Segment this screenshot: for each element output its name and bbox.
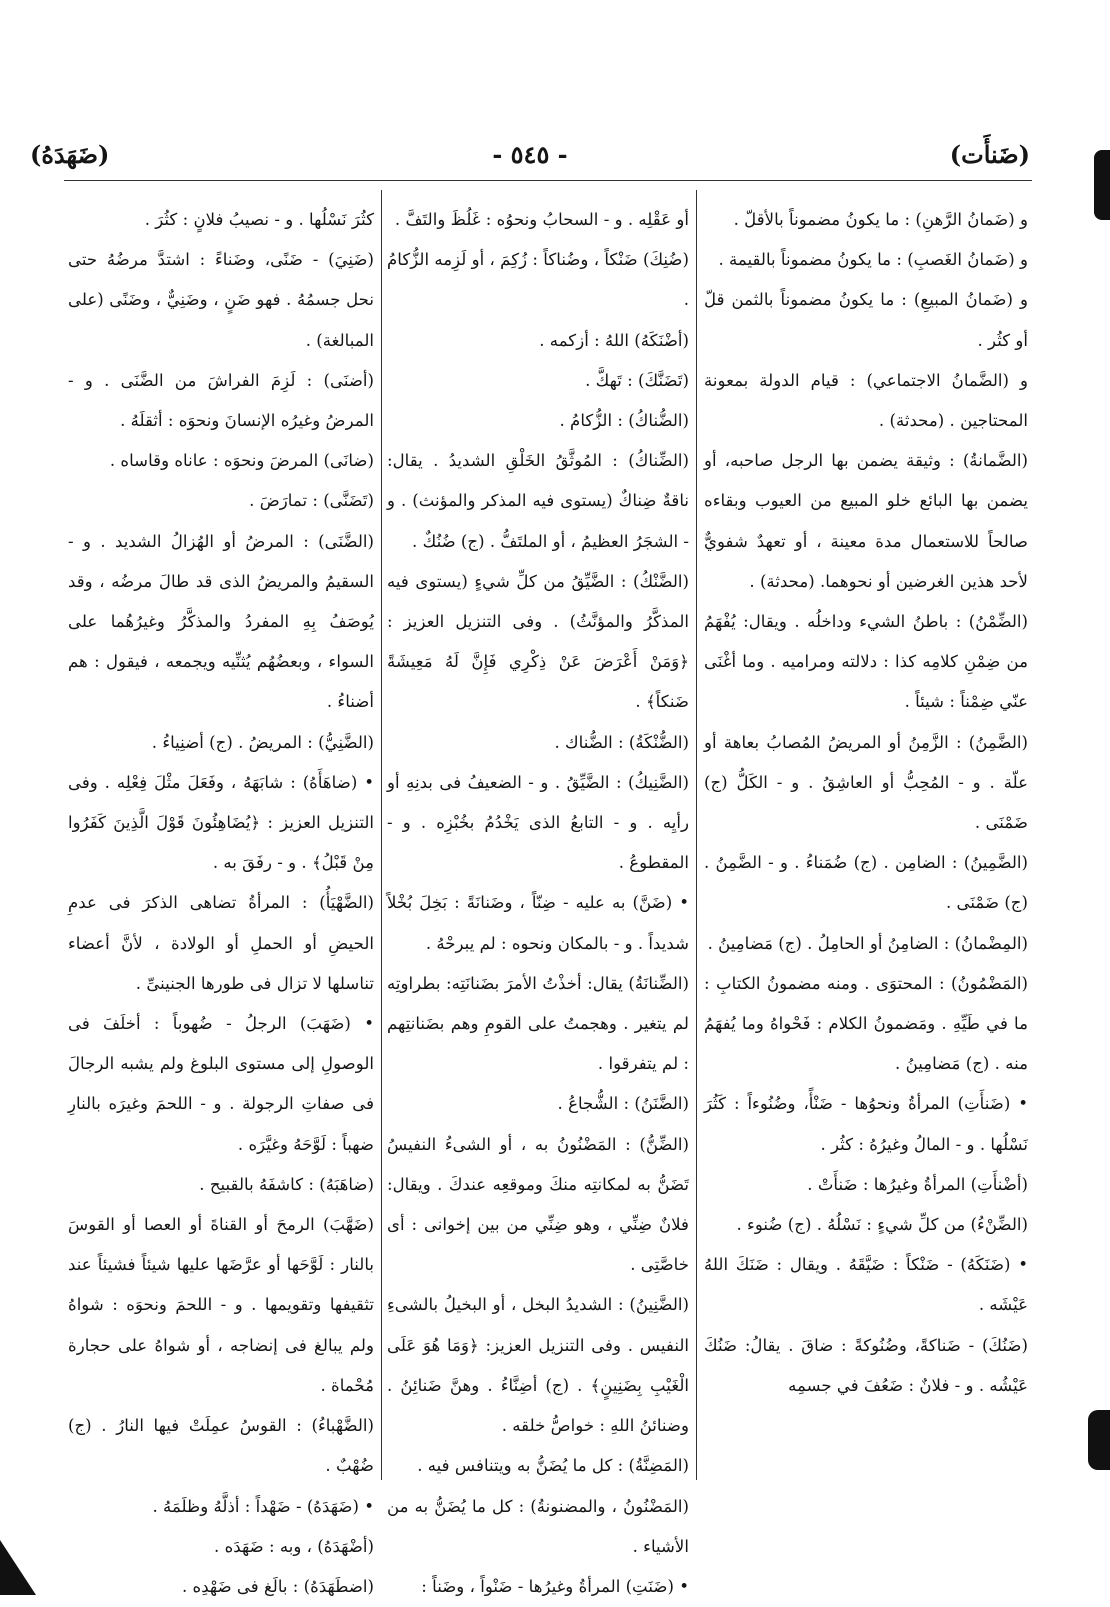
dictionary-entry: • (ضَهَدَهُ) - ضَهْداً : أذلَّهُ وظلَمَهُ . [152,1496,374,1516]
scan-edge-mark-bottom [1088,1410,1110,1470]
running-head-right: (ضَنأَت) [949,140,1030,169]
dictionary-entry: (الضُّناكُ) : الزُّكامُ . [559,411,689,431]
scan-edge-mark-top [1094,150,1110,220]
dictionary-entry: (الضَّنِينُ) : الشديدُ البخل ، أو البخيلُ بالشىءِ النفيس . وفى التنزيل العزيز: ﴿وَمَا هُوَ عَلَى الْغَيْبِ بِضَنِينٍ﴾ . (ج) أضِنَّاءُ . وهنَّ ضَنائِنُ . وضنائنُ اللهِ : خواصُّ خلقه . [387,1295,689,1436]
dictionary-entry: و (الضَّمانُ الاجتماعي) : قيام الدولة بمعونة المحتاجين . (محدثة) . [704,370,1028,431]
dictionary-entry: (الضَّمانةُ) : وثيقة يضمن بها الرجل صاحبه، أو يضمن بها البائع خلو المبيع من العيوب وبقاءه صالحاً للاستعمال مدة معينة ، أو تعهدٌ شفويٌّ لأحد هذين الغرضين أو نحوهما. (محدثة) . [704,451,1028,591]
dictionary-entry: (الضَّهْباءُ) : القوسُ عمِلَتْ فيها النارُ . (ج) ضُهْبٌ . [68,1416,374,1476]
dictionary-entry: • (ضَنأَتِ) المرأةُ ونحوُها - ضَنْأً، وضُنُوءاً : كَثُرَ نَسْلُها . و - المالُ وغيرُهُ : كثُر . [704,1094,1028,1154]
dictionary-entry: (الضَّنِيكُ) : الضَّيِّقُ . و - الضعيفُ فى بدنِهِ أو رأيِه . و - التابعُ الذى يَخْدُمُ بخُبْزِه . و - المقطوعُ . [387,772,689,873]
dictionary-entry: (اضطَهَدَهُ) : بالَغ فى ضَهْدِه . [181,1576,374,1596]
column-divider-right [696,190,697,1480]
dictionary-entry: (المَضْمُونُ) : المحتوَى . ومنه مضمونُ الكتابِ : ما في طَيِّهِ . ومَضمونُ الكلام : فَحْواهُ وما يُفهَمُ منه . (ج) مَضامِينُ . [704,973,1028,1074]
column-right [704,200,1028,1470]
dictionary-entry: • (ضَهَبَ) الرجلُ - ضُهوباً : أخلَفَ فى الوصولِ إلى مستوى البلوغ ولم يشبه الرجالَ فى صفاتِ الرجولة . و - اللحمَ وغيرَه بالنارِ ضهباً : لَوَّحَهُ وغيَّرَه . [68,1014,374,1154]
dictionary-entry: (المَضْنُونُ ، والمضنونةُ) : كل ما يُضَنُّ به من الأشياء . [387,1496,689,1556]
dictionary-entry: (الضَّمِينُ) : الضامِن . (ج) ضُمَناءُ . و - الضَّمِنُ . (ج) ضَمْنَى . [704,853,1028,913]
dictionary-entry: و (ضَمانُ الرَّهنِ) : ما يكونُ مضموناً بالأقلّ . [733,210,1028,229]
dictionary-entry: (الضَّهْيَأُ) : المرأةُ تضاهى الذكرَ فى عدمِ الحيضِ أو الحملِ أو الولادة ، لأنَّ أعضاء تناسلها لا تزال فى طورها الجنينىِّ . [68,893,374,993]
dictionary-entry: و (ضَمانُ المبيعِ) : ما يكونُ مضموناً بالثمن قلّ أو كثُر . [704,290,1028,350]
dictionary-entry: (الضِّناكُ) : المُوثَّقُ الخَلْقِ الشديدُ . يقال: ناقةٌ ضِناكٌ (يستوى فيه المذكر والمؤنث) . و - الشجَرُ العظيمُ ، أو الملتَفُّ . (ج) ضُنُكٌ . [387,451,689,551]
dictionary-entry: (أضْنأَتِ) المرأةُ وغيرُها : ضَنأَتْ . [807,1174,1028,1194]
dictionary-entry: (ضاهَبَهُ) : كاشفَهُ بالقبيح . [199,1174,374,1194]
dictionary-entry: و (ضَمانُ الغَصبِ) : ما يكونُ مضموناً بالقيمة . [718,250,1028,270]
dictionary-entry: (الضَّنَنُ) : الشُّجاعُ . [557,1094,689,1114]
dictionary-entry: (تَضَنَّى) : تمارَضَ . [249,491,374,511]
column-left [68,200,374,1596]
dictionary-entry: (الضَّمِنُ) : الزَّمِنُ أو المريضُ المُصابُ بعاهة أو علّة . و - المُحِبُّ أو العاشِقُ . و - الكَلُّ (ج) ضَمْنَى . [704,732,1028,833]
dictionary-entry: (أضنَى) : لَزِمَ الفراشَ من الضَّنَى . و - المرضُ وغيرُه الإنسانَ ونحوَه : أثقلَهُ . [68,370,374,431]
dictionary-entry: (الضِّنانَةُ) يقال: أخذْتُ الأمرَ بضَنانَتِه: بطراوتِه لم يتغير . وهجمتُ على القومِ وهم بضَنانتِهم : لم يتفرقوا . [387,973,689,1074]
dictionary-entry: (تَضَنَّكَ) : تَهكَّ . [585,370,689,390]
dictionary-entry: • (ضَنَتِ) المرأةُ وغيرُها - ضَنْواً ، وضَناً : [421,1576,689,1596]
dictionary-entry: (المَضِنَّةُ) : كل ما يُضَنُّ به ويتنافس فيه . [417,1456,689,1476]
dictionary-entry: (الضَّنْكُ) : الضَّيِّقُ من كلِّ شيءٍ (يستوى فيه المذكَّرُ والمؤنَّثُ) . وفى التنزيل العزيز : ﴿وَمَنْ أَعْرَضَ عَنْ ذِكْرِي فَإِنَّ لَهُ مَعِيشَةً ضَنكاً﴾ . [387,571,689,712]
column-divider-left [381,190,382,1480]
dictionary-entry: (الضِّنْءُ) من كلِّ شيءٍ : نَسْلُهُ . (ج) ضُنوء . [736,1215,1028,1235]
dictionary-entry: (ضَنِيَ) - ضَنًى، وضَناءً : اشتدَّ مرضُهُ حتى نحل جسمُهُ . فهو ضَنٍ ، وضَنِيٌّ ، وضَنًى (على المبالغة) . [68,250,374,350]
column-middle [387,200,689,1596]
dictionary-entry: (الضَّنِيُّ) : المريضُ . (ج) أضنِياءُ . [151,732,374,752]
dictionary-entry: (ضُنِكَ) ضَنْكاً ، وضُناكاً : زُكِمَ ، أو لَزِمه الزُّكامُ . [387,250,689,310]
dictionary-entry: (الضِّمْنُ) : باطنُ الشيء وداخلُه . ويقال: يُفْهَمُ من ضِمْنِ كلامِه كذا : دلالته ومراميه . وما أغْنَى عنّي ضِمْناً : شيئاً . [704,612,1028,712]
page-number: - ٥٤٥ - [492,140,568,169]
dictionary-entry: كثُرَ نَسْلُها . و - نصيبُ فلانٍ : كثُرَ . [144,210,374,229]
dictionary-entry: (الضَّنَى) : المرضُ أو الهُزالُ الشديد . و - السقيمُ والمريضُ الذى قد طالَ مرضُه ، وقد يُوصَفُ بِهِ المفردُ والمذكَّرُ وغيرُهُما على السواء ، وبعضُهُم يُثنِّيه ويجمعه ، فيقول : هم أضناءُ . [68,531,374,712]
dictionary-entry: • (ضاهَأَهُ) : شابَهَهُ ، وفَعَلَ مثْلَ فِعْلِه . وفى التنزيل العزيز : ﴿يُضَاهِئُونَ قَوْلَ الَّذِينَ كَفَرُوا مِنْ قَبْلُ﴾ . و - رفَقَ به . [68,772,374,873]
dictionary-entry: (ضَهَّبَ) الرمحَ أو القناةَ أو العصا أو القوسَ بالنار : لَوَّحَها أو عرَّضَها عليها شيئاً فشيئاً عند تثقيفها وتقويمها . و - اللحمَ ونحوَه : شواهُ ولم يبالغ فى إنضاجه ، أو شواهُ على حجارة مُحْماة . [68,1215,374,1395]
dictionary-entry: (الضِّنُّ) : المَضْنُونُ به ، أو الشىءُ النفيسُ تَضَنُّ به لمكانتِه منكَ وموقعِه عندكَ . ويقال: فلانٌ ضِنِّي ، وهو ضِنِّي من بين إخوانى : أى خاصَّتِى . [387,1134,689,1275]
dictionary-entry: (أضْهَدَهُ) ، وبه : ضَهَدَه . [214,1536,374,1556]
dictionary-entry: • (ضَنَكَهُ) - ضَنْكاً : ضَيَّقَهُ . ويقال : ضَنَكَ اللهُ عَيْشَه . [704,1255,1028,1315]
dictionary-entry: (ضَنُكَ) - ضَناكةً، وضُنُوكةً : ضاقَ . يقالُ: ضَنُكَ عَيْشُه . و - فلانٌ : ضَعُفَ في جسمِه [704,1335,1028,1395]
running-head-left: (ضَهَدَهُ) [30,140,110,169]
dictionary-entry: (أضْنَكَهُ) اللهُ : أزكمه . [539,330,689,350]
dictionary-entry: • (ضَنَّ) به عليه - ضِنّاً ، وضَنانَةً : بَخِلَ بُخْلاً شديداً . و - بالمكان ونحوه : لم يبرحْهُ . [387,893,689,953]
header-rule [64,180,1032,181]
dictionary-entry: (الضُّنْكَةُ) : الضُّناك . [554,732,689,752]
page-header [30,140,1030,176]
dictionary-entry: أو عَقْلِه . و - السحابُ ونحوُه : غَلُظَ والتَفَّ . [394,210,689,229]
scan-corner-mark [0,1540,36,1595]
dictionary-entry: (المِضْمانُ) : الضامِنُ أو الحامِلُ . (ج) مَضامِينُ . [707,933,1028,953]
dictionary-entry: (ضانَى) المرضَ ونحوَه : عاناه وقاساه . [109,451,374,471]
